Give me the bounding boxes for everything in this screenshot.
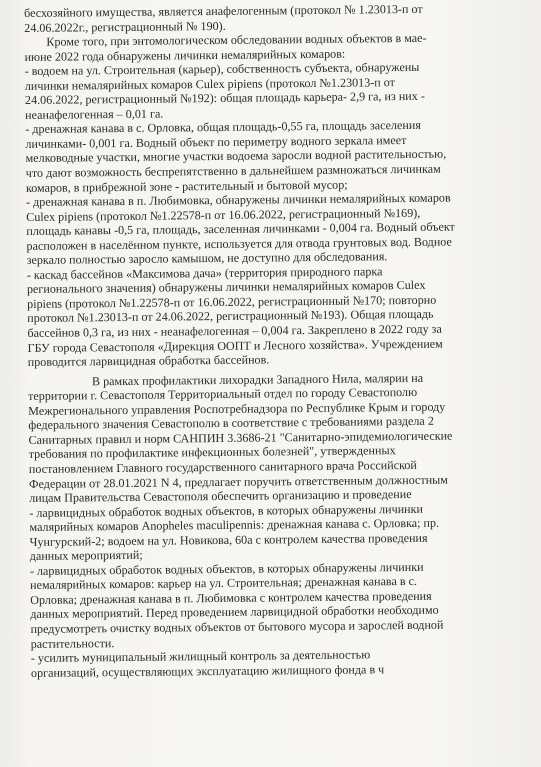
text-line: Санитарных правил и норм САНПИН 3.3686-21 "Санитарно-эпидемиологические <box>28 428 453 447</box>
text-line: бесхозяйного имущества, является анафелогенным (протокол № 1.23013-п от <box>24 1 423 20</box>
text-line: малярийных комаров Anopheles maculipennis: дренажная канава с. Орловка; пр. <box>29 515 440 535</box>
text-line: июне 2022 года обнаружены личинки немалярийных комаров: <box>24 46 346 64</box>
text-line: бассейнов 0,3 га, из них - неанафелогенная – 0,004 га. Закреплено в 2022 году за <box>27 321 442 341</box>
text-line: проводится ларвицидная обработка бассейнов. <box>27 352 270 370</box>
text-line: площадь канавы -0,5 га, площадь, заселенная личинками - 0,004 га. Водный объект <box>26 219 455 239</box>
text-line: зеркало полностью заросло камышом, не доступно для обследования. <box>26 249 388 268</box>
text-line: данных мероприятий. Перед проведением ларвицидной обработки необходимо <box>30 603 439 622</box>
text-line: регионального значения) обнаружены личинки немалярийных комаров Culex <box>26 278 426 297</box>
text-line: протокол №1.23013-п от 24.06.2022, регистрационный №193). Общая площадь <box>27 307 434 326</box>
text-line: растительности. <box>30 635 115 651</box>
text-line: Орловка; дренажная канава в п. Любимовка с контролем качества проведения <box>30 588 432 607</box>
text-line: что дают возможность беспрепятственно в дальнейшем размножаться личинкам <box>25 161 441 181</box>
text-line: Федерации от 28.01.2021 N 4, предлагает поручить ответственным должностным <box>28 472 448 491</box>
text-line: - каскад бассейнов «Максимова дача» (территория природного парка <box>26 264 383 282</box>
text-line: - усилить муниципальный жилищный контроль за деятельностью <box>30 647 371 666</box>
text-line: В рамках профилактики лихорадки Западного Нила, малярии на <box>91 370 424 388</box>
text-line: предусмотреть очистку водных объектов от бытового мусора и зарослей водной <box>30 617 444 636</box>
text-line: Culex pipiens (протокол №1.22578-п от 16.06.2022, регистрационный №169), <box>26 205 421 224</box>
text-line: Межрегионального управления Роспотребнадзора по Республике Крым и городу <box>28 399 446 418</box>
document-body <box>24 0 541 680</box>
text-line: - дренажная канава в с. Орловка, общая площадь-0,55 га, площадь заселения <box>25 118 421 137</box>
text-line: организаций, осуществляющих эксплуатацию жилищного фонда в ч <box>30 661 385 680</box>
text-line: - водоем на ул. Строительная (карьер), собственность субъекта, обнаружены <box>24 60 420 79</box>
text-line: Чунгурский-2; водоем на ул. Новикова, 60а с контролем качества проведения <box>29 530 428 549</box>
text-line: комаров, в прибрежной зоне - растительный и бытовой мусор; <box>25 177 348 195</box>
text-line: неанафелогенная – 0,01 га. <box>25 106 164 122</box>
text-line: ГБУ города Севастополя «Дирекция ООПТ и Лесного хозяйства». Учреждением <box>27 336 443 355</box>
text-line: 24.06.2022г., регистрационный № 190). <box>24 18 226 35</box>
text-line: расположен в населённом пункте, используется для отвода грунтовых вод. Водное <box>26 234 452 253</box>
text-line: немалярийных комаров: карьер на ул. Строительная; дренажная канава в с. <box>29 574 418 593</box>
text-line: pipiens (протокол №1.22578-п от 16.06.2022, регистрационный №170; повторно <box>27 292 437 311</box>
text-line: федерального значения Севастополю в соответствие с требованиями раздела 2 <box>28 414 434 433</box>
text-line: лицам Правительства Севастополя обеспечить организацию и проведение <box>29 487 412 506</box>
text-line: - дренажная канава в п. Любимовка, обнаружены личинки немалярийных комаров <box>25 190 451 210</box>
text-line: данных мероприятий; <box>29 548 143 564</box>
text-line: Кроме того, при энтомологическом обследовании водных объектов в мае- <box>46 30 427 49</box>
text-line: требования по профилактике инфекционных болезней", утвержденных <box>28 443 396 462</box>
text-line: - ларвицидных обработок водных объектов, в которых обнаружены личинки <box>29 501 424 520</box>
text-line: - ларвицидных обработок водных объектов, в которых обнаружены личинки <box>29 559 424 578</box>
text-line: территории г. Севастополя Территориальный отдел по городу Севастополю <box>28 385 418 404</box>
text-line: личинками- 0,001 га. Водный объект по периметру водного зеркала имеет <box>25 132 407 151</box>
text-line: личинки немалярийных комаров Culex pipiens (протокол №1.23013-п от <box>24 74 396 93</box>
text-line: мелководные участки, многие участки водоема заросли водной растительностью, <box>25 147 447 166</box>
text-line: 24.06.2022, регистрационный №192): общая площадь карьера- 2,9 га, из них - <box>24 89 425 108</box>
text-line: постановлением Главного государственного санитарного врача Российской <box>28 457 417 476</box>
